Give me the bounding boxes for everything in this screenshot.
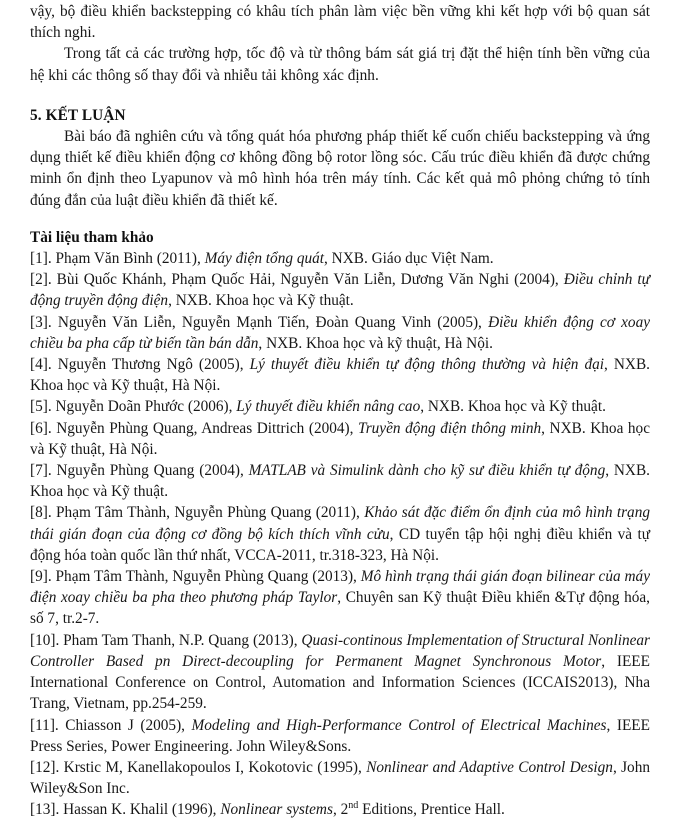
references-gap-spacer	[30, 211, 650, 227]
reference-publisher: , NXB. Khoa học và Kỹ thuật.	[168, 292, 354, 310]
reference-number: [9].	[30, 568, 52, 586]
reference-authors: Pham Tam Thanh, N.P. Quang (2013),	[59, 631, 302, 649]
reference-publisher: , John Wiley&Son Inc.	[30, 758, 651, 798]
reference-authors: Nguyễn Doãn Phước (2006),	[51, 398, 237, 416]
reference-item	[30, 799, 650, 820]
conclusion-heading: 5. KẾT LUẬN	[30, 106, 126, 124]
reference-publisher: , NXB. Khoa học và Kỹ thuật, Hà Nội.	[30, 419, 651, 458]
reference-item	[30, 396, 650, 417]
reference-title: Lý thuyết điều khiển tự động thông thường và hiện đại	[249, 356, 605, 374]
reference-item	[30, 630, 650, 715]
reference-title: MATLAB và Simulink dành cho kỹ sư điều khiển tự động	[248, 462, 606, 480]
reference-authors: Nguyễn Văn Liễn, Nguyễn Mạnh Tiến, Đoàn Quang Vinh (2005),	[51, 313, 489, 331]
reference-publisher: , Chuyên san Kỹ thuật Điều khiển &Tự động hóa, số 7, tr.2-7.	[30, 589, 650, 628]
reference-number: [3].	[30, 313, 52, 331]
reference-item	[30, 566, 650, 630]
reference-number: [6].	[30, 419, 52, 437]
reference-title: Máy điện tổng quát	[204, 250, 325, 268]
reference-edition-prefix: , 2	[332, 801, 349, 819]
reference-publisher: , NXB. Khoa học và Kỹ thuật.	[30, 462, 650, 501]
reference-authors: Bùi Quốc Khánh, Phạm Quốc Hải, Nguyễn Văn Liễn, Dương Văn Nghi (2004),	[51, 271, 564, 289]
reference-authors: Nguyễn Thương Ngô (2005),	[51, 356, 250, 374]
reference-authors: Phạm Văn Bình (2011),	[51, 250, 205, 268]
reference-title: Truyền động điện thông minh	[358, 419, 542, 437]
reference-publisher: , NXB. Khoa học và kỹ thuật, Hà Nội.	[258, 334, 493, 352]
reference-publisher: , IEEE International Conference on Control, Automation and Information Sciences (ICCAIS2013), Nha Trang, Vietnam, pp.254-259.	[30, 652, 650, 713]
reference-number: [1].	[30, 250, 52, 268]
reference-title: Điều khiển động cơ xoay chiều ba pha cấp từ biến tần bán dẫn	[30, 313, 651, 352]
reference-publisher: , NXB. Khoa học và Kỹ thuật, Hà Nội.	[30, 356, 650, 395]
reference-number: [5].	[30, 398, 52, 416]
reference-edition-superscript: nd	[348, 800, 359, 812]
reference-item	[30, 757, 650, 799]
reference-title: Modeling and High-Performance Control of Electrical Machines	[191, 716, 607, 734]
reference-title: Điều chỉnh tự động truyền động điện	[30, 271, 650, 310]
reference-title: Mô hình trạng thái gián đoạn bilinear của máy điện xoay chiều ba pha theo phương pháp Taylor	[30, 568, 650, 607]
reference-item	[30, 248, 650, 269]
section-gap-spacer	[30, 86, 650, 105]
reference-title: Nonlinear and Adaptive Control Design	[366, 758, 613, 776]
reference-authors: Phạm Tâm Thành, Nguyễn Phùng Quang (2011),	[51, 504, 365, 522]
reference-item	[30, 269, 650, 311]
reference-number: [4].	[30, 356, 52, 374]
references-list	[30, 248, 650, 820]
reference-item	[30, 354, 650, 396]
reference-publisher: , IEEE Press Series, Power Engineering. John Wiley&Sons.	[30, 716, 650, 755]
reference-authors: Hassan K. Khalil (1996),	[59, 801, 221, 819]
reference-number: [13].	[30, 801, 60, 819]
references-heading: Tài liệu tham khảo	[30, 228, 154, 246]
reference-number: [11].	[30, 716, 59, 734]
conclusion-paragraph: Bài báo đã nghiên cứu và tổng quát hóa phương pháp thiết kế cuốn chiếu backstepping và ứng dụng thiết kế điều khiển động cơ không đồng bộ rotor lồng sóc. Cấu trúc điều khiển đã được chứng minh ổn định theo Lyapunov và mô hình hóa trên máy tính. Các kết quả mô phỏng chứng tỏ tính đúng đắn của luật điều khiển đã thiết kế.	[30, 128, 650, 209]
reference-title: Lý thuyết điều khiển nâng cao	[236, 398, 421, 416]
reference-authors: Nguyễn Phùng Quang (2004),	[51, 462, 249, 480]
reference-number: [8].	[30, 504, 52, 522]
reference-item	[30, 502, 650, 566]
reference-publisher: , CD tuyển tập hội nghị điều khiển và tự động hóa toàn quốc lần thứ nhất, VCCA-2011, tr.318-323, Hà Nội.	[30, 525, 650, 564]
reference-title: Khảo sát đặc điểm ổn định của mô hình trạng thái gián đoạn của động cơ đồng bộ kích thích vĩnh cửu	[30, 504, 650, 543]
reference-publisher: Editions, Prentice Hall.	[358, 801, 505, 819]
reference-number: [10].	[30, 631, 60, 649]
reference-number: [7].	[30, 462, 52, 480]
reference-item	[30, 418, 650, 460]
reference-title: Quasi-continous Implementation of Structural Nonlinear Controller Based pn Direct-decoupling for Permanent Magnet Synchronous Motor	[30, 631, 650, 670]
reference-publisher: , NXB. Khoa học và Kỹ thuật.	[420, 398, 606, 416]
reference-number: [2].	[30, 271, 52, 289]
reference-title: Nonlinear systems	[220, 801, 333, 819]
reference-publisher: , NXB. Giáo dục Việt Nam.	[324, 250, 494, 268]
paragraph-robustness: Trong tất cả các trường hợp, tốc độ và từ thông bám sát giá trị đặt thể hiện tính bền vững của hệ khi các thông số thay đổi và nhiễu tải không xác định.	[30, 45, 650, 84]
reference-item	[30, 460, 650, 502]
reference-authors: Phạm Tâm Thành, Nguyễn Phùng Quang (2013),	[51, 568, 361, 586]
reference-item	[30, 312, 650, 354]
reference-item	[30, 715, 650, 757]
continued-paragraph: vậy, bộ điều khiển backstepping có khâu tích phân làm việc bền vững khi kết hợp với bộ quan sát thích nghi.	[30, 3, 650, 42]
reference-authors: Krstic M, Kanellakopoulos I, Kokotovic (1995),	[59, 758, 367, 776]
reference-number: [12].	[30, 758, 60, 776]
reference-authors: Chiasson J (2005),	[58, 716, 192, 734]
reference-authors: Nguyễn Phùng Quang, Andreas Dittrich (2004),	[51, 419, 359, 437]
